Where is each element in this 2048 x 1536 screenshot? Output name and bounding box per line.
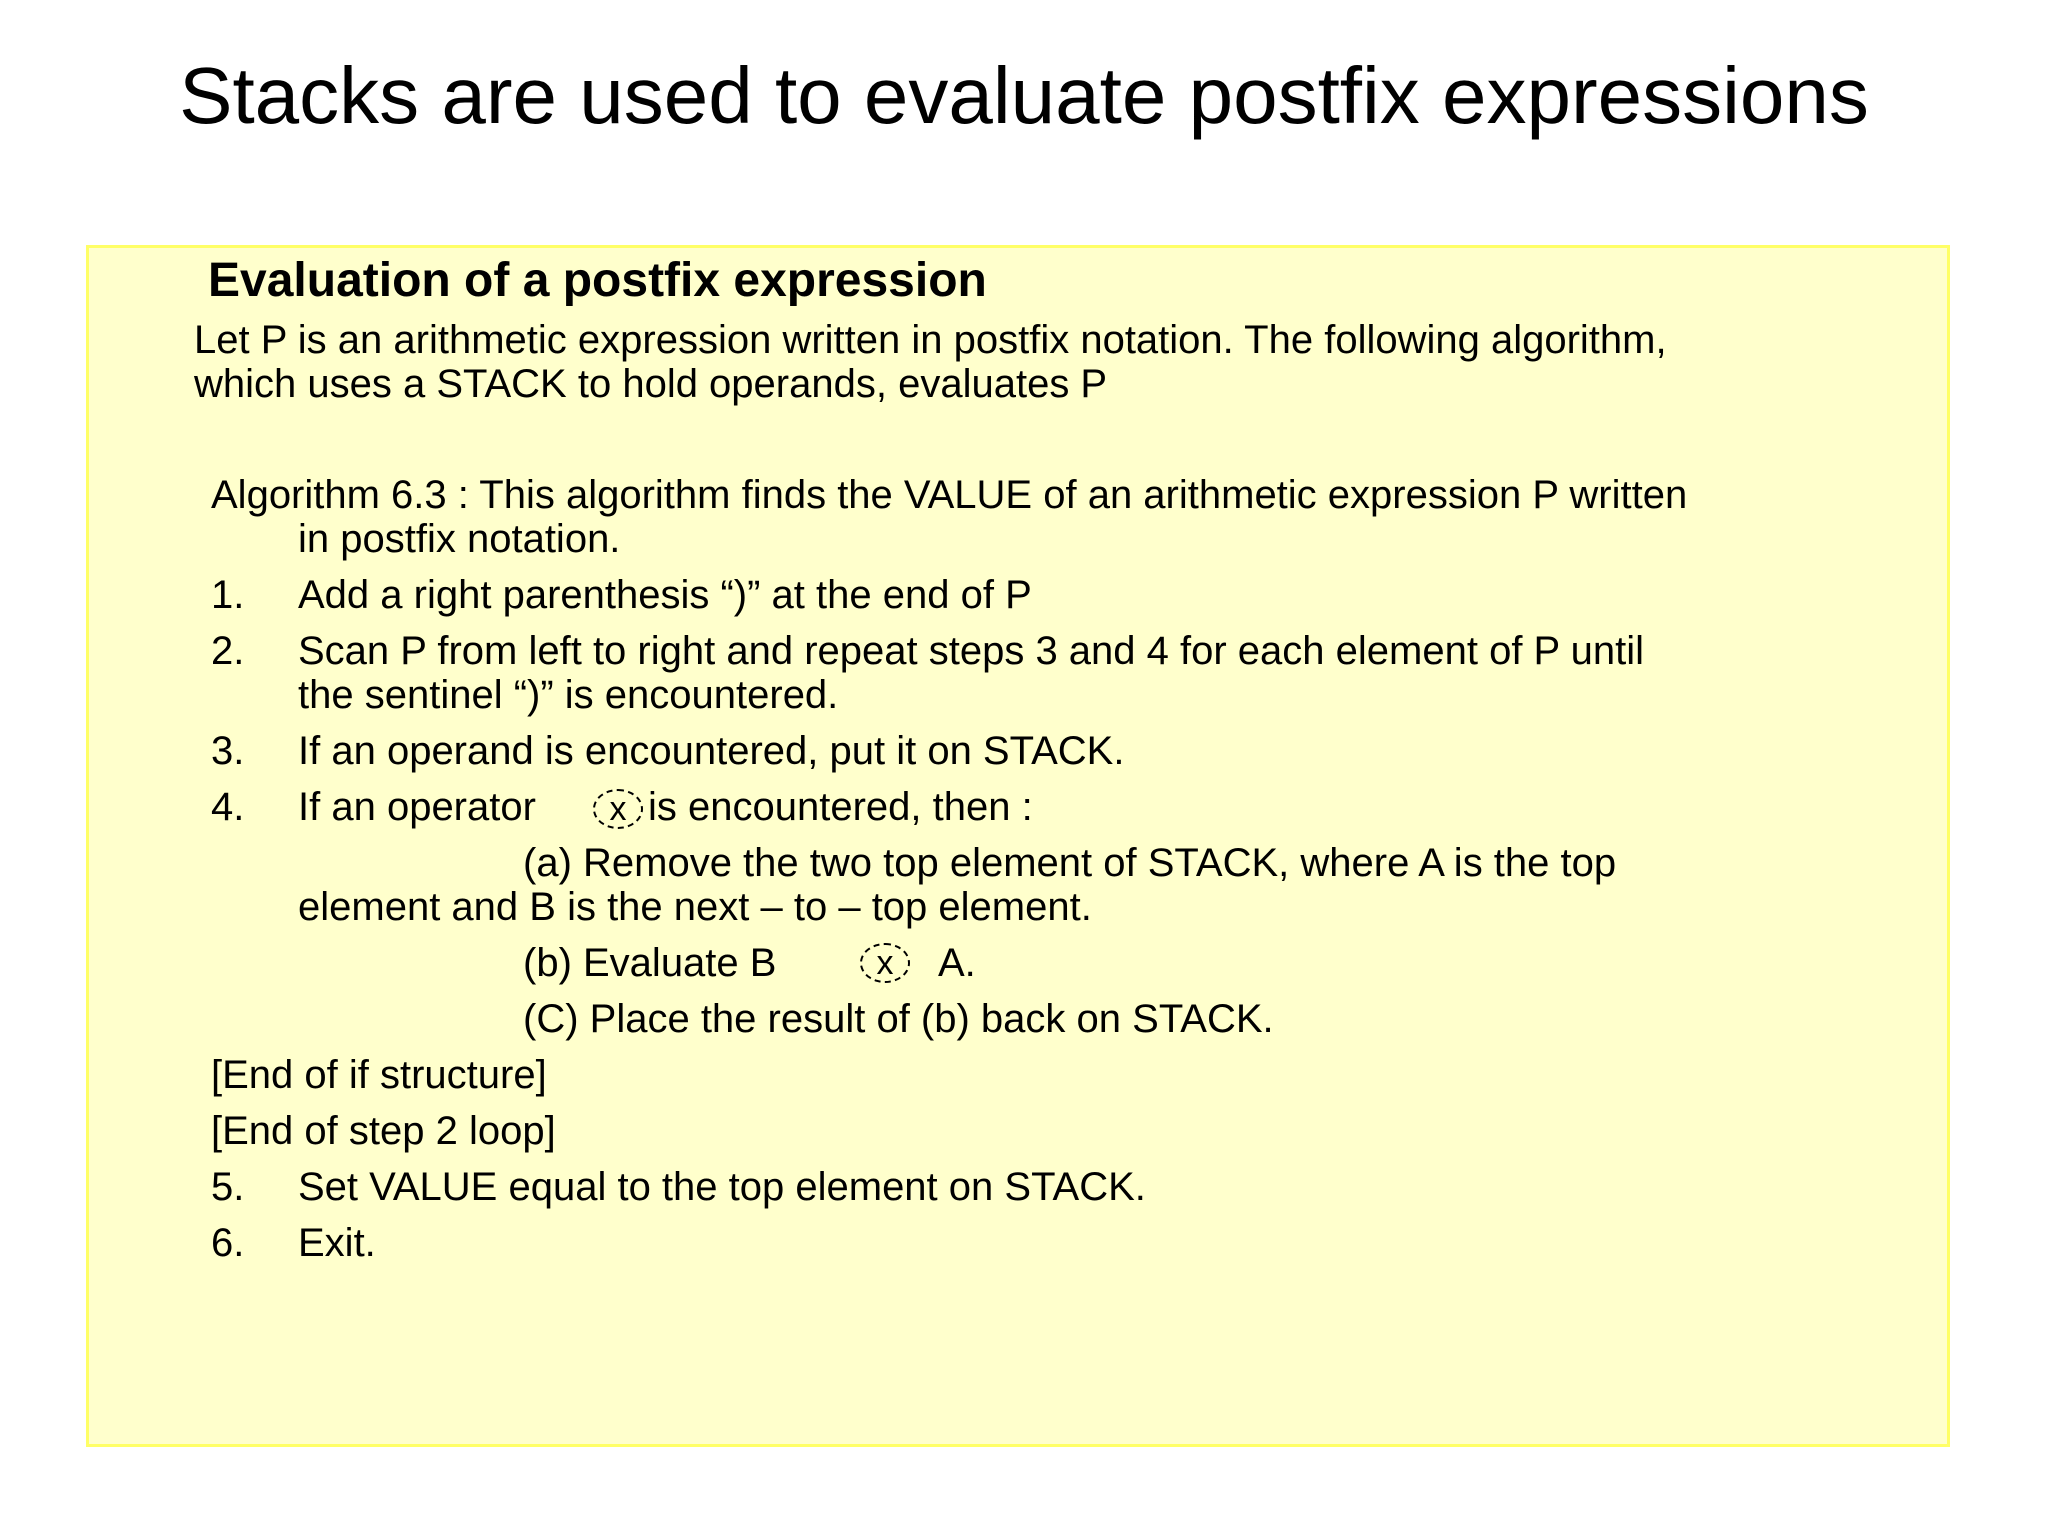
substep-a-line-2: element and B is the next – to – top element.	[298, 885, 1092, 929]
section-heading: Evaluation of a postfix expression	[208, 254, 987, 307]
substep-b-text-after: A.	[938, 941, 976, 985]
step-3-text: If an operand is encountered, put it on STACK.	[298, 729, 1125, 773]
end-if-marker: [End of if structure]	[211, 1053, 547, 1097]
slide-title: Stacks are used to evaluate postfix expressions	[179, 51, 1869, 140]
step-4-text-after: is encountered, then :	[648, 785, 1033, 829]
substep-a-line-1: (a) Remove the two top element of STACK, where A is the top	[523, 841, 1617, 885]
step-4-text-before: If an operator	[298, 785, 536, 829]
intro-line-1: Let P is an arithmetic expression written in postfix notation. The following algorithm,	[194, 318, 1667, 362]
step-number: 4.	[211, 785, 245, 829]
operator-symbol-icon: x	[593, 789, 643, 829]
end-loop-marker: [End of step 2 loop]	[211, 1109, 556, 1153]
step-5-text: Set VALUE equal to the top element on STACK.	[298, 1165, 1146, 1209]
algorithm-header-line-2: in postfix notation.	[298, 517, 621, 561]
step-1-text: Add a right parenthesis “)” at the end of P	[298, 573, 1032, 617]
operator-symbol-icon: x	[860, 943, 910, 983]
step-number: 2.	[211, 629, 245, 673]
step-number: 6.	[211, 1221, 245, 1265]
step-number: 1.	[211, 573, 245, 617]
intro-paragraph	[194, 318, 1667, 406]
step-6-text: Exit.	[298, 1221, 376, 1265]
step-number: 3.	[211, 729, 245, 773]
substep-c-text: (C) Place the result of (b) back on STACK.	[523, 997, 1274, 1041]
intro-line-2: which uses a STACK to hold operands, evaluates P	[194, 362, 1108, 406]
step-2-text-line-1: Scan P from left to right and repeat steps 3 and 4 for each element of P until	[298, 629, 1644, 673]
step-number: 5.	[211, 1165, 245, 1209]
step-2-text-line-2: the sentinel “)” is encountered.	[298, 673, 839, 717]
algorithm-header-line-1: Algorithm 6.3 : This algorithm finds the VALUE of an arithmetic expression P written	[211, 473, 1688, 517]
substep-b-text-before: (b) Evaluate B	[523, 941, 777, 985]
